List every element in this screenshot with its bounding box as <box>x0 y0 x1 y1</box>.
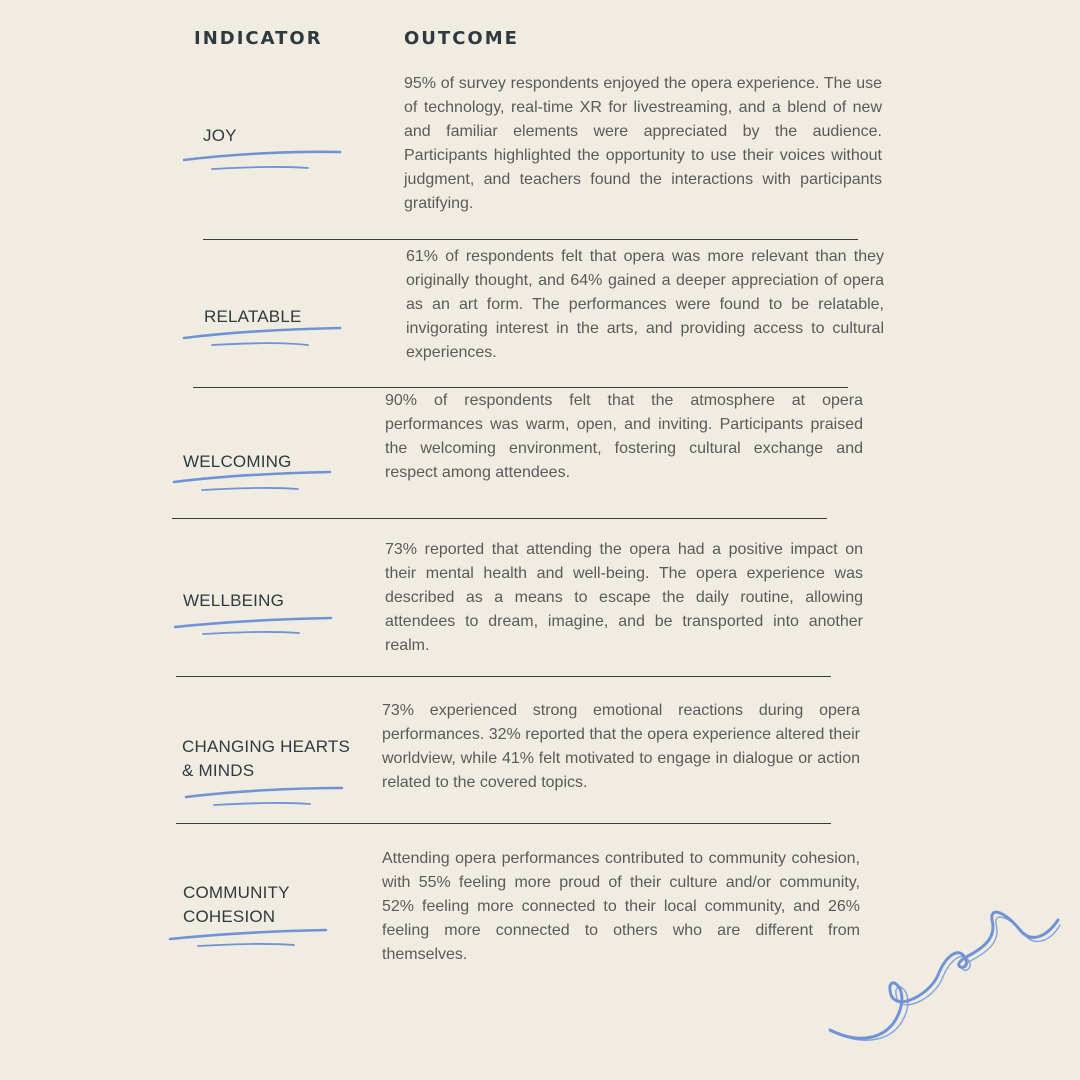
indicator-wellbeing: WELLBEING <box>183 591 284 610</box>
outcome-relatable: 61% of respondents felt that opera was more relevant than they originally thought, and 64% gained a deeper appreciation of opera as an art form. The performances were found to be relatable, invigorating interest in the arts, and providing access to cultural experiences. <box>406 248 884 361</box>
outcome-column-header: OUTCOME <box>404 28 519 49</box>
row-divider <box>172 518 827 519</box>
outcome-community-cohesion: Attending opera performances contributed to community cohesion, with 55% feeling more proud of their culture and/or community, 52% feeling more connected to their local community, and 26% feeling more connected to others who are different from themselves. <box>382 850 860 963</box>
indicator-joy: JOY <box>203 126 237 145</box>
row-divider <box>176 823 831 824</box>
outcome-changing-hearts-minds: 73% experienced strong emotional reactions during opera performances. 32% reported that the opera experience altered their worldview, while 41% felt motivated to engage in dialogue or action related to the covered topics. <box>382 702 860 791</box>
brush-underline-icon <box>168 926 328 952</box>
brush-underline-icon <box>172 468 332 494</box>
indicator-changing-hearts-minds: CHANGING HEARTS & MINDS <box>182 737 350 780</box>
row-divider <box>176 676 831 677</box>
brush-underline-icon <box>182 324 342 350</box>
indicator-column-header: INDICATOR <box>194 28 323 49</box>
outcome-wellbeing: 73% reported that attending the opera had a positive impact on their mental health and well-being. The opera experience was described as a means to escape the daily routine, allowing attendees to dream, imagine, and be transported into another realm. <box>385 541 863 654</box>
brush-underline-icon <box>173 614 333 640</box>
wave-squiggle-icon <box>820 905 1070 1055</box>
indicator-relatable: RELATABLE <box>204 307 302 326</box>
outcome-welcoming: 90% of respondents felt that the atmosphere at opera performances was warm, open, and inviting. Participants praised the welcoming environment, fostering cultural exchange and respect among attendees. <box>385 392 863 481</box>
indicator-welcoming: WELCOMING <box>183 452 292 471</box>
outcome-joy: 95% of survey respondents enjoyed the opera experience. The use of technology, real-time XR for livestreaming, and a blend of new and familiar elements were appreciated by the audience. Participants highlighted the opportunity to use their voices without judgment, and teachers found the interactions with participants gratifying. <box>404 75 882 212</box>
brush-underline-icon <box>182 148 342 174</box>
row-divider <box>193 387 848 388</box>
row-divider <box>203 239 858 240</box>
brush-underline-icon <box>184 785 344 811</box>
indicator-community-cohesion: COMMUNITY COHESION <box>183 883 290 926</box>
